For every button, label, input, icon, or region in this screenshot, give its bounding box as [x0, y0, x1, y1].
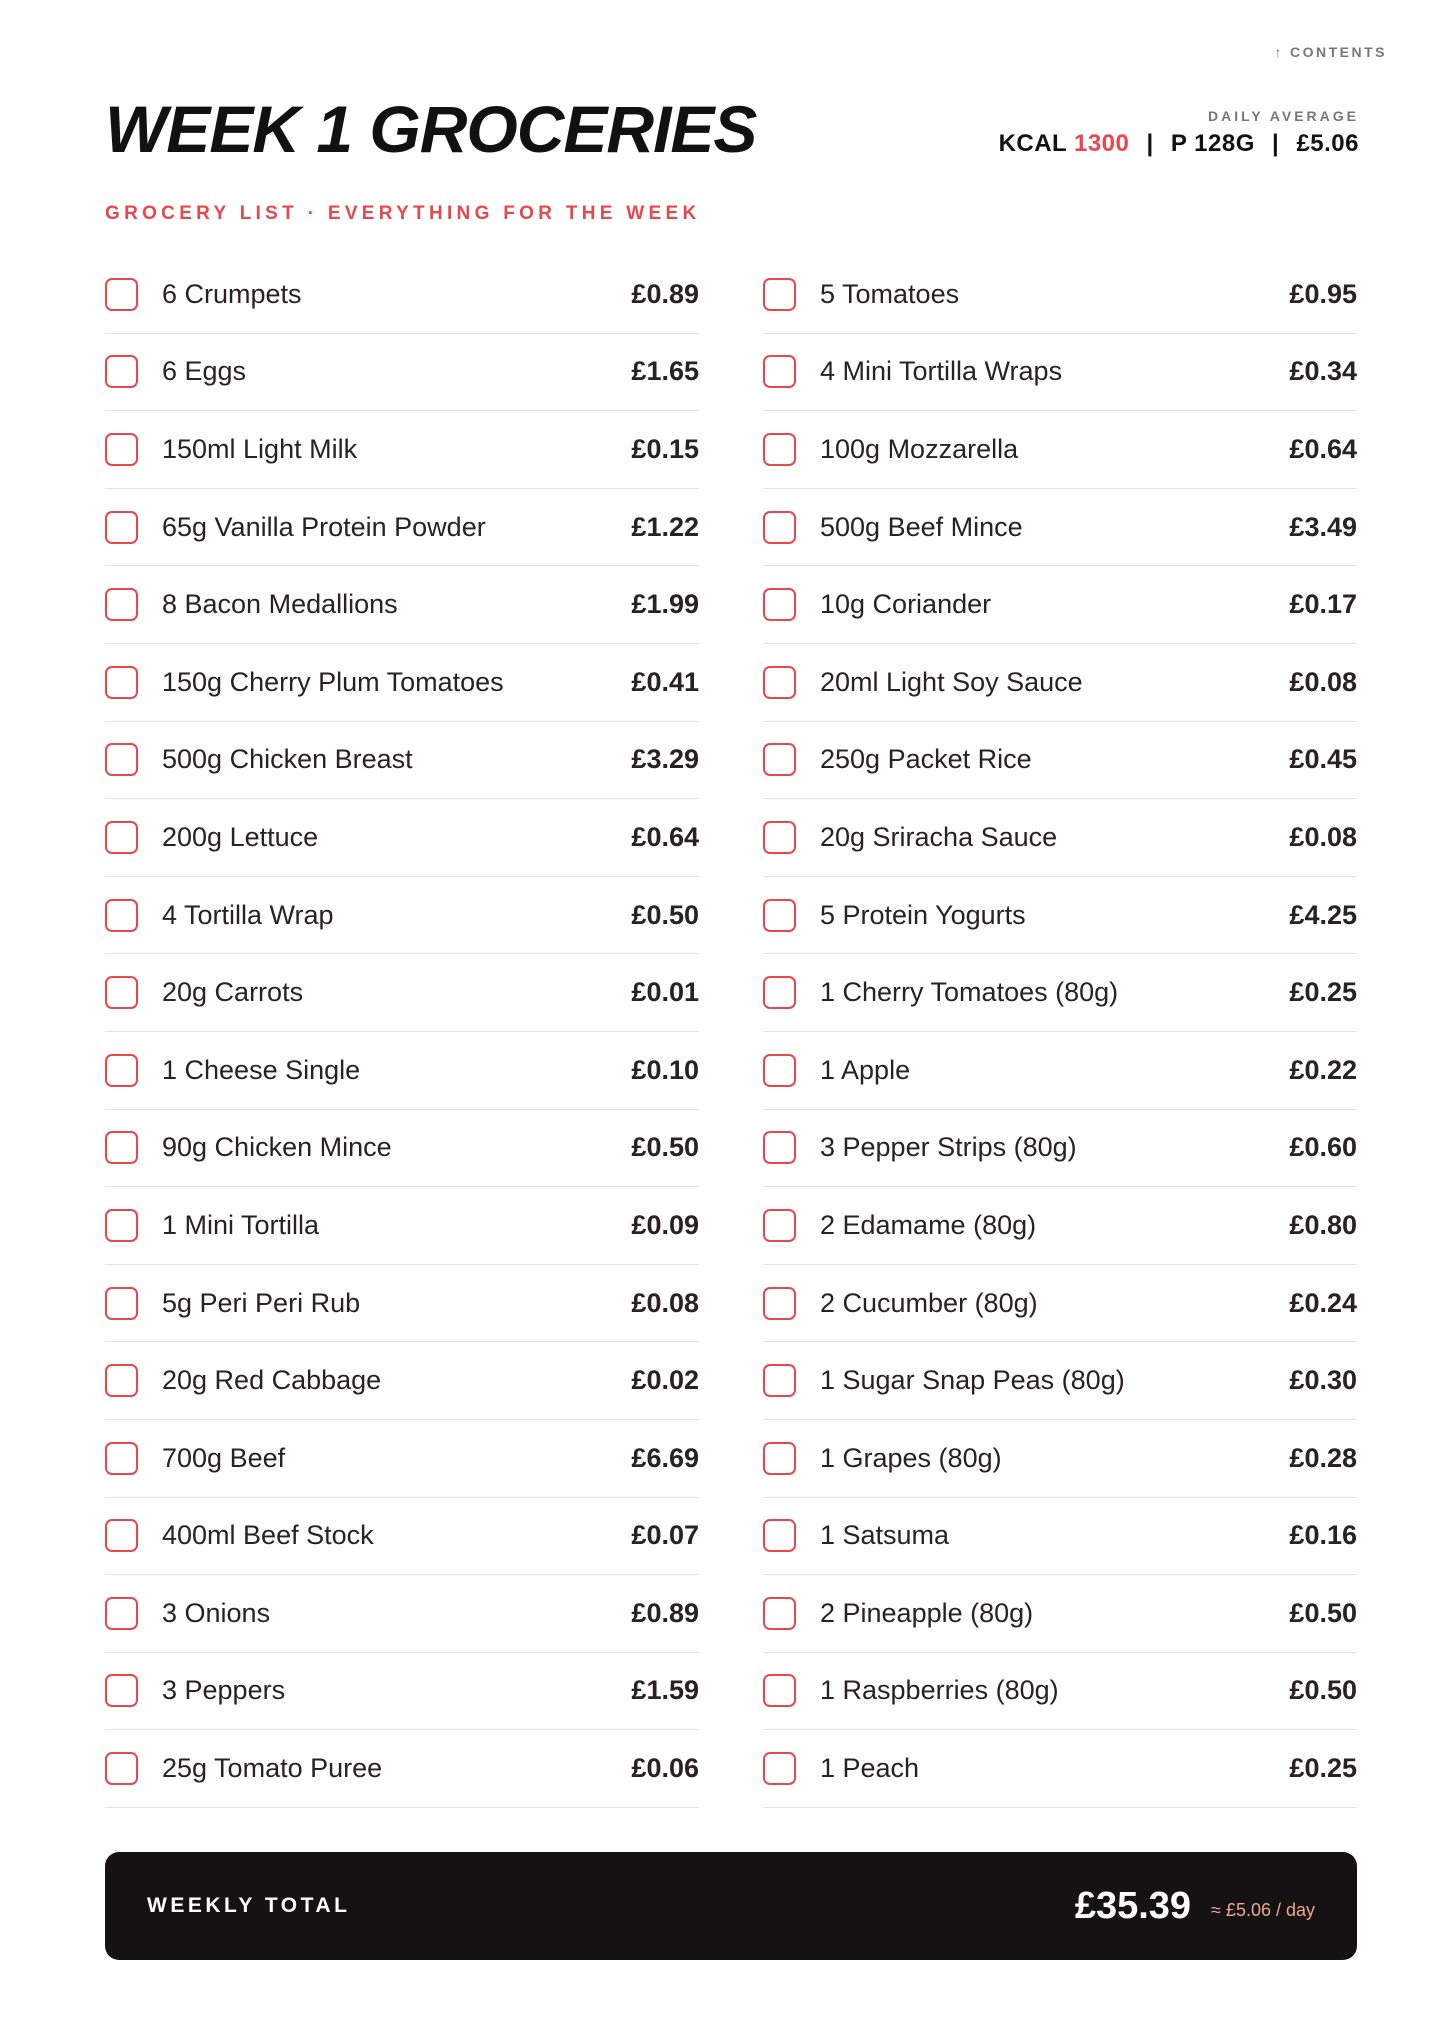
item-name: 5 Protein Yogurts: [820, 899, 1026, 930]
grocery-item: [763, 1265, 1357, 1343]
item-checkbox[interactable]: [763, 899, 796, 932]
item-checkbox[interactable]: [763, 1674, 796, 1707]
item-checkbox[interactable]: [105, 1287, 138, 1320]
grocery-item: [763, 877, 1357, 955]
grocery-item: [763, 799, 1357, 877]
grocery-item: [105, 1265, 699, 1343]
item-price: £0.07: [631, 1520, 699, 1551]
grocery-item: [105, 1730, 699, 1808]
grocery-item: [763, 1575, 1357, 1653]
weekly-total-value: £35.39: [1074, 1884, 1192, 1927]
item-price: £3.29: [631, 744, 699, 775]
item-name: 4 Mini Tortilla Wraps: [820, 356, 1063, 387]
item-name: 3 Peppers: [162, 1675, 286, 1706]
item-checkbox[interactable]: [105, 1674, 138, 1707]
item-checkbox[interactable]: [763, 666, 796, 699]
item-checkbox[interactable]: [105, 511, 138, 544]
stat-separator: |: [1146, 130, 1154, 157]
grocery-item: [105, 1032, 699, 1110]
item-checkbox[interactable]: [763, 1131, 796, 1164]
item-price: £3.49: [1289, 511, 1357, 542]
item-checkbox[interactable]: [105, 588, 138, 621]
item-name: 500g Chicken Breast: [162, 744, 413, 775]
grocery-item: [763, 1498, 1357, 1576]
daily-average-stats: [999, 130, 1359, 158]
grocery-item: [105, 1187, 699, 1265]
item-name: 1 Mini Tortilla: [162, 1209, 320, 1240]
item-name: 6 Crumpets: [162, 278, 302, 309]
grocery-item: [105, 644, 699, 722]
item-price: £0.08: [1289, 821, 1357, 852]
item-checkbox[interactable]: [763, 588, 796, 621]
item-price: £0.95: [1289, 278, 1357, 309]
item-name: 10g Coriander: [820, 589, 992, 620]
item-name: 400ml Beef Stock: [162, 1520, 374, 1551]
item-checkbox[interactable]: [763, 1597, 796, 1630]
item-price: £0.64: [1289, 433, 1357, 464]
item-checkbox[interactable]: [105, 1209, 138, 1242]
item-checkbox[interactable]: [105, 355, 138, 388]
item-checkbox[interactable]: [763, 976, 796, 1009]
item-checkbox[interactable]: [105, 1752, 138, 1785]
item-checkbox[interactable]: [763, 433, 796, 466]
item-checkbox[interactable]: [763, 1442, 796, 1475]
item-name: 500g Beef Mince: [820, 511, 1023, 542]
item-name: 5 Tomatoes: [820, 278, 960, 309]
item-checkbox[interactable]: [763, 1519, 796, 1552]
contents-link[interactable]: [1275, 44, 1388, 60]
item-name: 3 Pepper Strips (80g): [820, 1132, 1077, 1163]
item-name: 20g Sriracha Sauce: [820, 821, 1058, 852]
item-name: 700g Beef: [162, 1442, 286, 1473]
grocery-item: [763, 954, 1357, 1032]
item-name: 1 Cherry Tomatoes (80g): [820, 977, 1119, 1008]
grocery-item: [105, 1420, 699, 1498]
item-price: £4.25: [1289, 899, 1357, 930]
weekly-total-bar: [105, 1852, 1357, 1960]
grocery-column-left: [105, 256, 699, 1808]
grocery-item: [763, 1032, 1357, 1110]
grocery-item: [105, 566, 699, 644]
grocery-item: [105, 489, 699, 567]
item-price: £0.02: [631, 1365, 699, 1396]
item-price: £0.50: [631, 1132, 699, 1163]
item-price: £0.45: [1289, 744, 1357, 775]
item-price: £0.80: [1289, 1209, 1357, 1240]
page-subtitle: GROCERY LIST · EVERYTHING FOR THE WEEK: [105, 203, 701, 224]
grocery-item: [763, 1420, 1357, 1498]
grocery-item: [763, 411, 1357, 489]
item-price: £0.34: [1289, 356, 1357, 387]
item-price: £0.01: [631, 977, 699, 1008]
item-checkbox[interactable]: [763, 278, 796, 311]
item-name: 3 Onions: [162, 1597, 271, 1628]
item-name: 150ml Light Milk: [162, 433, 358, 464]
item-price: £0.28: [1289, 1442, 1357, 1473]
item-price: £0.64: [631, 821, 699, 852]
item-checkbox[interactable]: [763, 1752, 796, 1785]
grocery-item: [105, 1575, 699, 1653]
item-price: £0.16: [1289, 1520, 1357, 1551]
arrow-up-icon: ↑: [1274, 44, 1284, 60]
item-name: 5g Peri Peri Rub: [162, 1287, 361, 1318]
item-price: £1.59: [631, 1675, 699, 1706]
item-price: £0.08: [1289, 666, 1357, 697]
item-price: £0.60: [1289, 1132, 1357, 1163]
item-checkbox[interactable]: [763, 743, 796, 776]
item-price: £0.25: [1289, 1753, 1357, 1784]
item-name: 20ml Light Soy Sauce: [820, 666, 1083, 697]
stat-separator: |: [1272, 130, 1280, 157]
item-price: £0.89: [631, 278, 699, 309]
item-name: 90g Chicken Mince: [162, 1132, 392, 1163]
grocery-item: [763, 1342, 1357, 1420]
cost-value: £5.06: [1296, 130, 1359, 157]
item-checkbox[interactable]: [105, 1519, 138, 1552]
item-checkbox[interactable]: [105, 433, 138, 466]
item-price: £0.08: [631, 1287, 699, 1318]
grocery-list: [105, 256, 1357, 1808]
grocery-item: [105, 954, 699, 1032]
item-name: 150g Cherry Plum Tomatoes: [162, 666, 504, 697]
item-name: 1 Grapes (80g): [820, 1442, 1002, 1473]
grocery-item: [763, 644, 1357, 722]
item-name: 200g Lettuce: [162, 821, 319, 852]
protein-value: P 128G: [1170, 130, 1255, 157]
kcal-label: KCAL: [998, 130, 1067, 157]
item-checkbox[interactable]: [105, 821, 138, 854]
item-checkbox[interactable]: [763, 511, 796, 544]
item-checkbox[interactable]: [105, 1054, 138, 1087]
item-price: £0.50: [631, 899, 699, 930]
item-checkbox[interactable]: [105, 899, 138, 932]
item-name: 1 Cheese Single: [162, 1054, 361, 1085]
item-checkbox[interactable]: [763, 1209, 796, 1242]
grocery-item: [763, 1110, 1357, 1188]
grocery-item: [763, 566, 1357, 644]
weekly-total-per-day: ≈ £5.06 / day: [1211, 1899, 1315, 1920]
grocery-item: [105, 256, 699, 334]
grocery-item: [763, 1653, 1357, 1731]
daily-average-label: DAILY AVERAGE: [1207, 108, 1359, 124]
item-checkbox[interactable]: [105, 1131, 138, 1164]
item-price: £1.99: [631, 589, 699, 620]
item-price: £6.69: [631, 1442, 699, 1473]
contents-label: CONTENTS: [1290, 44, 1387, 60]
item-name: 8 Bacon Medallions: [162, 589, 398, 620]
item-name: 2 Pineapple (80g): [820, 1597, 1034, 1628]
item-checkbox[interactable]: [105, 976, 138, 1009]
item-name: 1 Raspberries (80g): [820, 1675, 1059, 1706]
grocery-item: [105, 722, 699, 800]
item-checkbox[interactable]: [105, 1442, 138, 1475]
item-name: 2 Edamame (80g): [820, 1209, 1037, 1240]
page-title: WEEK 1 GROCERIES: [105, 92, 757, 166]
grocery-item: [105, 1110, 699, 1188]
item-price: £0.89: [631, 1597, 699, 1628]
item-name: 20g Carrots: [162, 977, 304, 1008]
item-name: 20g Red Cabbage: [162, 1365, 382, 1396]
weekly-total-label: WEEKLY TOTAL: [147, 1894, 351, 1917]
item-name: 6 Eggs: [162, 356, 247, 387]
item-checkbox[interactable]: [763, 1364, 796, 1397]
grocery-item: [105, 1498, 699, 1576]
item-name: 2 Cucumber (80g): [820, 1287, 1038, 1318]
item-name: 1 Satsuma: [820, 1520, 950, 1551]
grocery-item: [105, 1653, 699, 1731]
item-price: £0.41: [631, 666, 699, 697]
item-price: £0.17: [1289, 589, 1357, 620]
item-checkbox[interactable]: [763, 1287, 796, 1320]
item-checkbox[interactable]: [763, 821, 796, 854]
item-checkbox[interactable]: [105, 278, 138, 311]
item-name: 4 Tortilla Wrap: [162, 899, 334, 930]
item-price: £0.10: [631, 1054, 699, 1085]
item-checkbox[interactable]: [763, 355, 796, 388]
item-price: £0.09: [631, 1209, 699, 1240]
grocery-item: [105, 799, 699, 877]
grocery-item: [763, 256, 1357, 334]
item-name: 25g Tomato Puree: [162, 1753, 383, 1784]
item-name: 1 Apple: [820, 1054, 911, 1085]
grocery-item: [763, 334, 1357, 412]
item-price: £1.65: [631, 356, 699, 387]
item-price: £0.50: [1289, 1597, 1357, 1628]
item-checkbox[interactable]: [105, 666, 138, 699]
grocery-item: [763, 722, 1357, 800]
item-price: £0.50: [1289, 1675, 1357, 1706]
item-price: £0.22: [1289, 1054, 1357, 1085]
grocery-item: [105, 877, 699, 955]
item-checkbox[interactable]: [105, 1597, 138, 1630]
item-name: 250g Packet Rice: [820, 744, 1032, 775]
item-name: 1 Peach: [820, 1753, 920, 1784]
grocery-item: [105, 1342, 699, 1420]
item-price: £0.06: [631, 1753, 699, 1784]
grocery-item: [763, 489, 1357, 567]
item-price: £0.30: [1289, 1365, 1357, 1396]
item-checkbox[interactable]: [105, 1364, 138, 1397]
kcal-value: 1300: [1073, 130, 1130, 157]
item-price: £0.25: [1289, 977, 1357, 1008]
item-price: £0.24: [1289, 1287, 1357, 1318]
item-checkbox[interactable]: [105, 743, 138, 776]
grocery-item: [763, 1187, 1357, 1265]
item-name: 1 Sugar Snap Peas (80g): [820, 1365, 1125, 1396]
item-name: 65g Vanilla Protein Powder: [162, 511, 486, 542]
item-name: 100g Mozzarella: [820, 433, 1019, 464]
item-price: £0.15: [631, 433, 699, 464]
grocery-item: [763, 1730, 1357, 1808]
daily-average: [999, 108, 1359, 158]
item-price: £1.22: [631, 511, 699, 542]
item-checkbox[interactable]: [763, 1054, 796, 1087]
grocery-item: [105, 411, 699, 489]
grocery-column-right: [763, 256, 1357, 1808]
grocery-item: [105, 334, 699, 412]
